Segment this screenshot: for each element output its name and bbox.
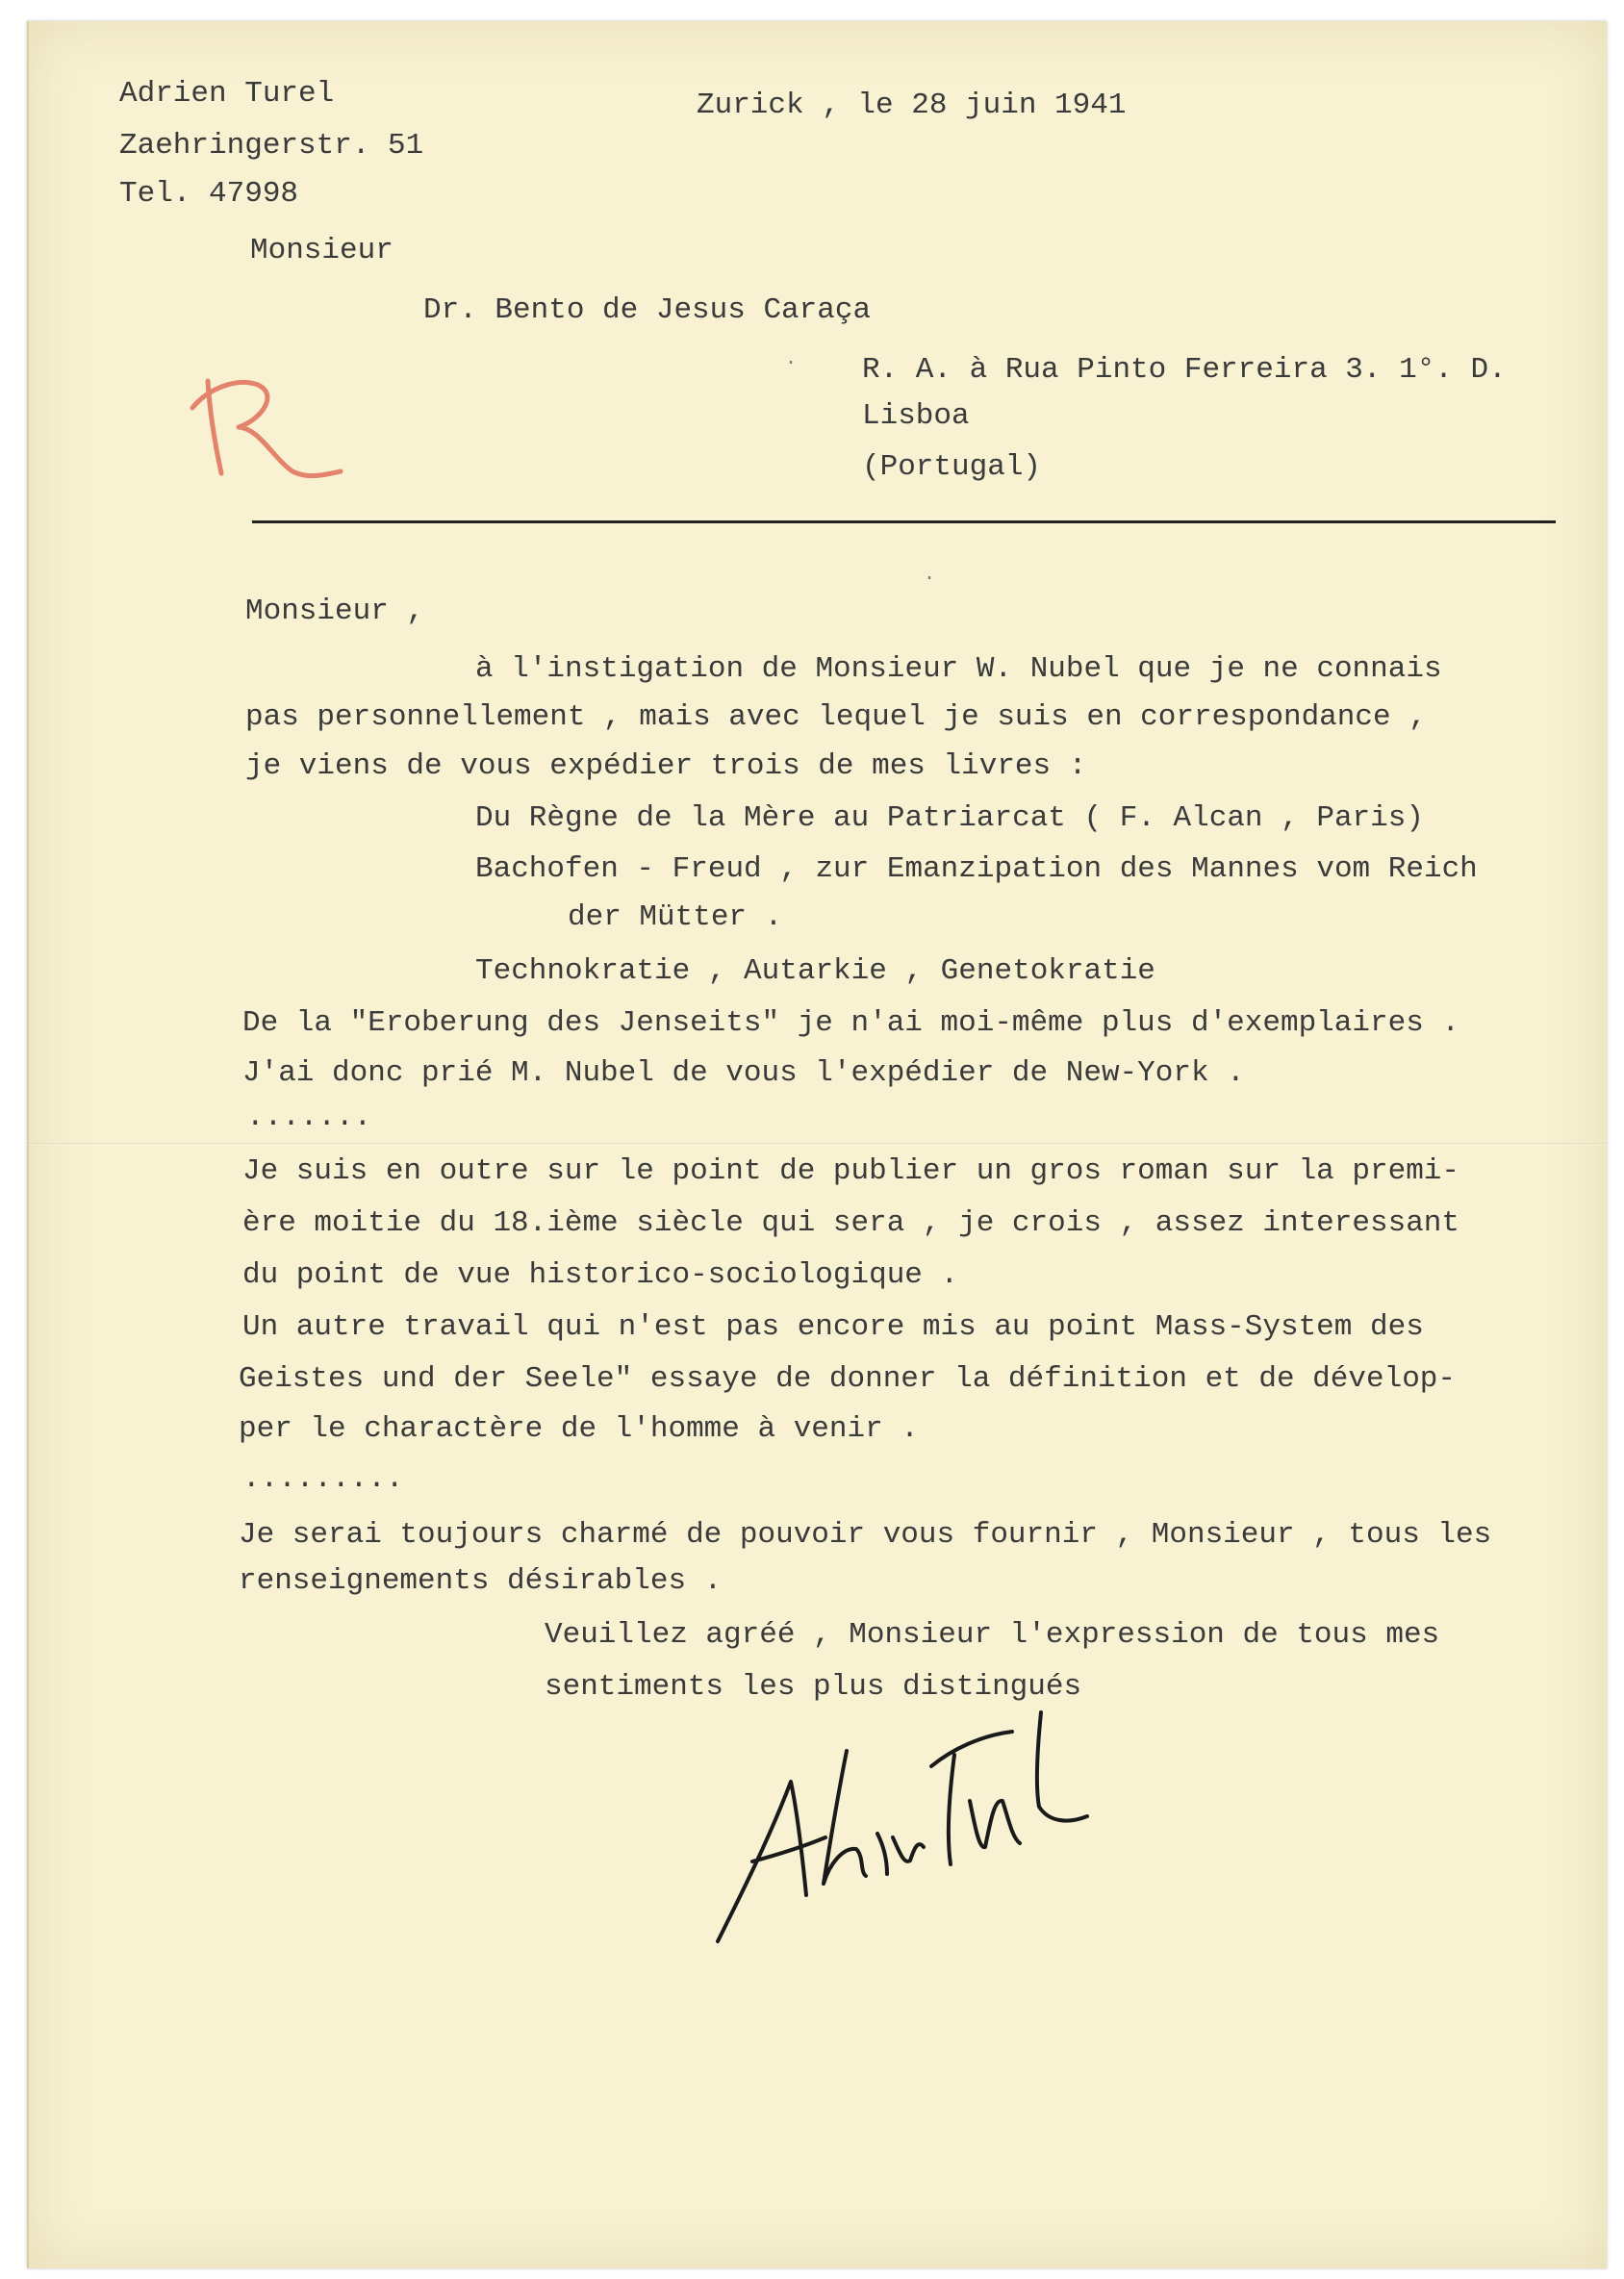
body-ellipsis: .......: [246, 1101, 372, 1134]
body-line: der Mütter .: [568, 900, 783, 934]
body-line: J'ai donc prié M. Nubel de vous l'expédier de New-York .: [242, 1056, 1245, 1090]
sender-tel: Tel. 47998: [119, 177, 299, 211]
body-ellipsis: .........: [242, 1462, 404, 1496]
recipient-address: R. A. à Rua Pinto Ferreira 3. 1°. D.: [862, 353, 1507, 387]
handwritten-signature: [702, 1693, 1145, 1953]
closing-line: Veuillez agréé , Monsieur l'expression de tous mes: [545, 1618, 1440, 1652]
recipient-salutation: Monsieur: [250, 234, 393, 267]
body-line: per le charactère de l'homme à venir .: [239, 1412, 919, 1446]
dateline: Zurick , le 28 juin 1941: [697, 89, 1127, 122]
body-line: Bachofen - Freud , zur Emanzipation des Mannes vom Reich: [475, 852, 1478, 886]
paper-speck: ·: [924, 568, 936, 590]
closing-line: sentiments les plus distingués: [545, 1670, 1082, 1704]
recipient-country: (Portugal): [862, 450, 1042, 484]
red-pencil-r-mark: [179, 369, 352, 494]
paper-speck: ·: [785, 352, 798, 374]
sender-name: Adrien Turel: [119, 77, 335, 111]
body-line: ère moitie du 18.ième siècle qui sera , je crois , assez interessant: [242, 1206, 1460, 1240]
body-line: Geistes und der Seele" essaye de donner la définition et de dévelop-: [239, 1362, 1457, 1396]
body-line: pas personnellement , mais avec lequel je suis en correspondance ,: [245, 700, 1427, 734]
recipient-city: Lisboa: [862, 399, 970, 433]
body-line: à l'instigation de Monsieur W. Nubel que je ne connais: [475, 652, 1442, 686]
paper-fold: [27, 1143, 1605, 1145]
sender-street: Zaehringerstr. 51: [119, 129, 424, 163]
body-line: Je suis en outre sur le point de publier un gros roman sur la premi-: [242, 1154, 1460, 1188]
body-line: Je serai toujours charmé de pouvoir vous fournir , Monsieur , tous les: [239, 1518, 1492, 1552]
separator-rule: [252, 520, 1556, 523]
body-line: Du Règne de la Mère au Patriarcat ( F. Alcan , Paris): [475, 801, 1424, 835]
body-line: renseignements désirables .: [239, 1564, 723, 1598]
body-line: Un autre travail qui n'est pas encore mis au point Mass-System des: [242, 1310, 1424, 1344]
body-greeting: Monsieur ,: [245, 595, 425, 628]
recipient-name: Dr. Bento de Jesus Caraça: [423, 293, 872, 327]
body-line: De la "Eroberung des Jenseits" je n'ai moi-même plus d'exemplaires .: [242, 1006, 1460, 1040]
body-line: Technokratie , Autarkie , Genetokratie: [475, 954, 1155, 988]
body-line: du point de vue historico-sociologique .: [242, 1258, 959, 1292]
body-line: je viens de vous expédier trois de mes livres :: [245, 749, 1087, 783]
